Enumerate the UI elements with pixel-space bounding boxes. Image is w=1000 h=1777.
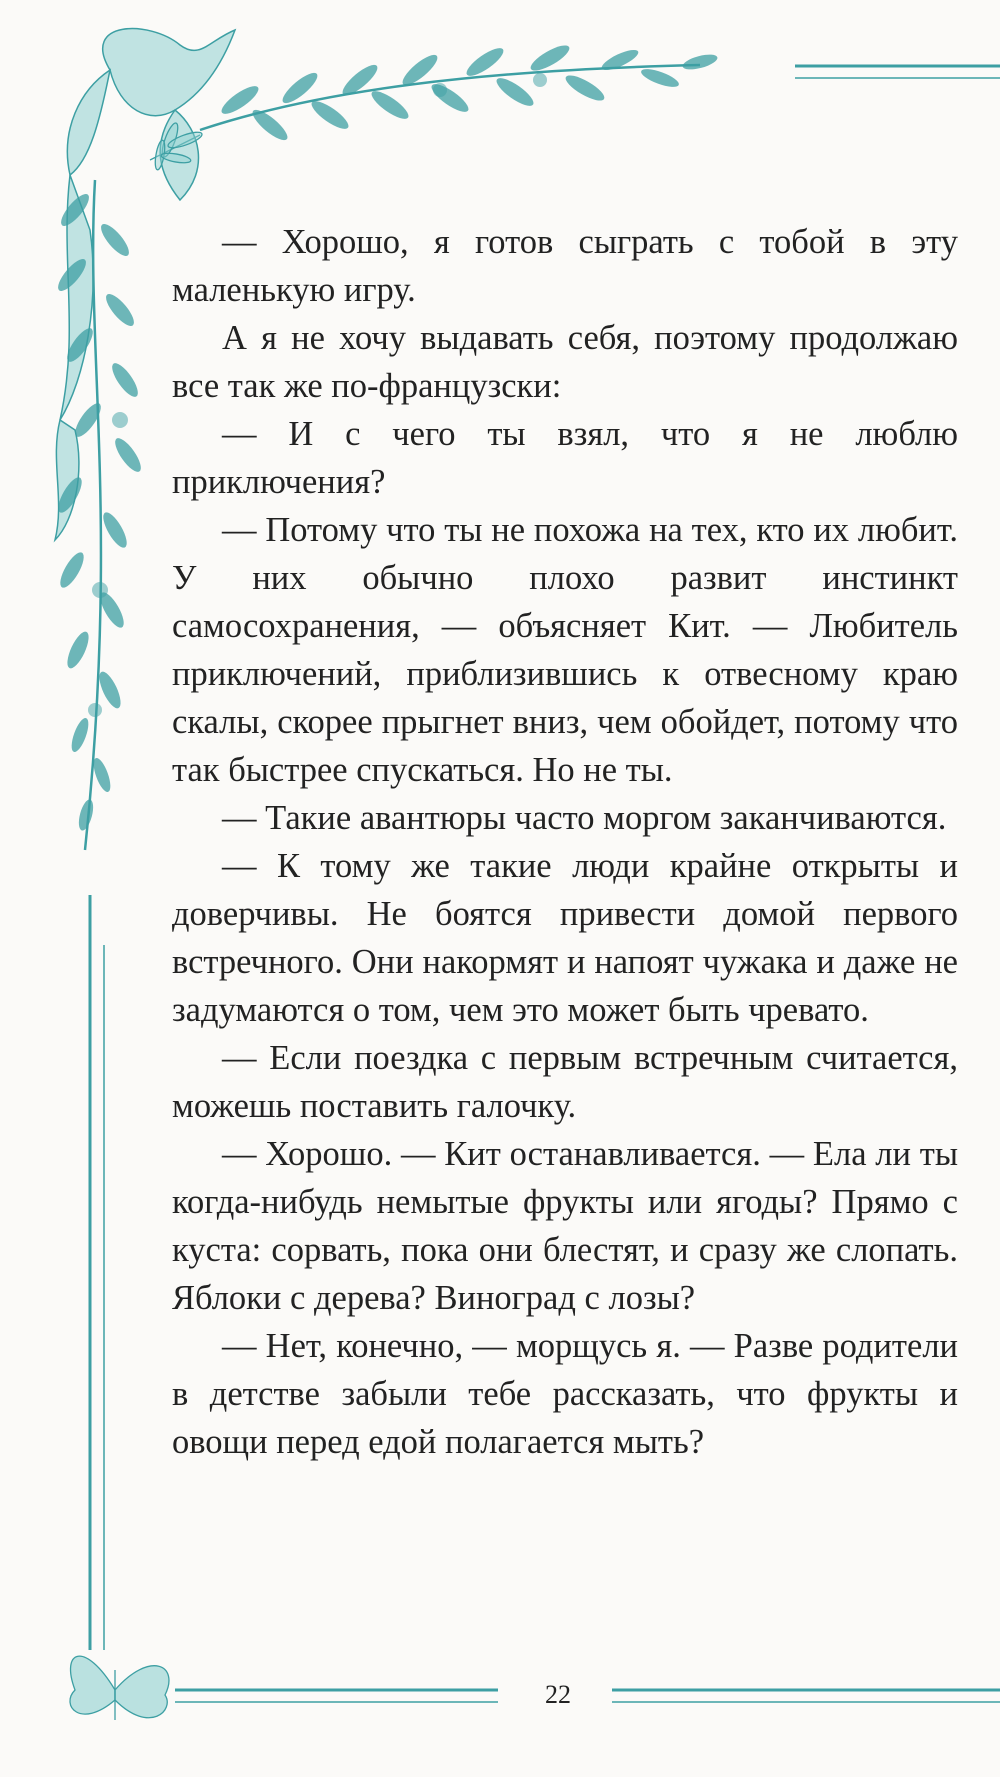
paragraph: — Хорошо, я готов сыграть с тобой в эту маленькую игру. bbox=[172, 223, 958, 309]
paragraph: — И с чего ты взял, что я не люблю приключения? bbox=[172, 415, 958, 501]
butterfly bbox=[70, 1656, 169, 1720]
paragraph: — Если поездка с первым встречным считается, можешь поставить галочку. bbox=[172, 1039, 958, 1125]
olive-branch-top bbox=[200, 41, 719, 145]
paragraph: А я не хочу выдавать себя, поэтому продолжаю все так же по-французски: bbox=[172, 319, 958, 405]
paragraph: — К тому же такие люди крайне открыты и доверчивы. Не боятся привести домой первого встречного. Они накормят и напоят чужака и даже не задумаются о том, чем это может быть чревато. bbox=[172, 847, 958, 1029]
paragraph: — Хорошо. — Кит останавливается. — Ела ли ты когда-нибудь немытые фрукты или ягоды? Прямо с куста: сорвать, пока они блестят, и сразу же слопать. Яблоки с дерева? Виноград с лозы? bbox=[172, 1135, 958, 1317]
body-text bbox=[172, 218, 958, 1466]
paragraph: — Потому что ты не похожа на тех, кто их любит. У них обычно плохо развит инстинкт самосохранения, — объясняет Кит. — Любитель приключений, приблизившись к отвесному краю скалы, скорее прыгнет вниз, чем обойдет, потому что так быстрее спускаться. Но не ты. bbox=[172, 511, 958, 789]
paragraph: — Нет, конечно, — морщусь я. — Разве родители в детстве забыли тебе рассказать, что фрукты и овощи перед едой полагается мыть? bbox=[172, 1327, 958, 1461]
page-number: 22 bbox=[545, 1680, 571, 1709]
paragraph: — Такие авантюры часто моргом заканчиваются. bbox=[222, 799, 947, 837]
